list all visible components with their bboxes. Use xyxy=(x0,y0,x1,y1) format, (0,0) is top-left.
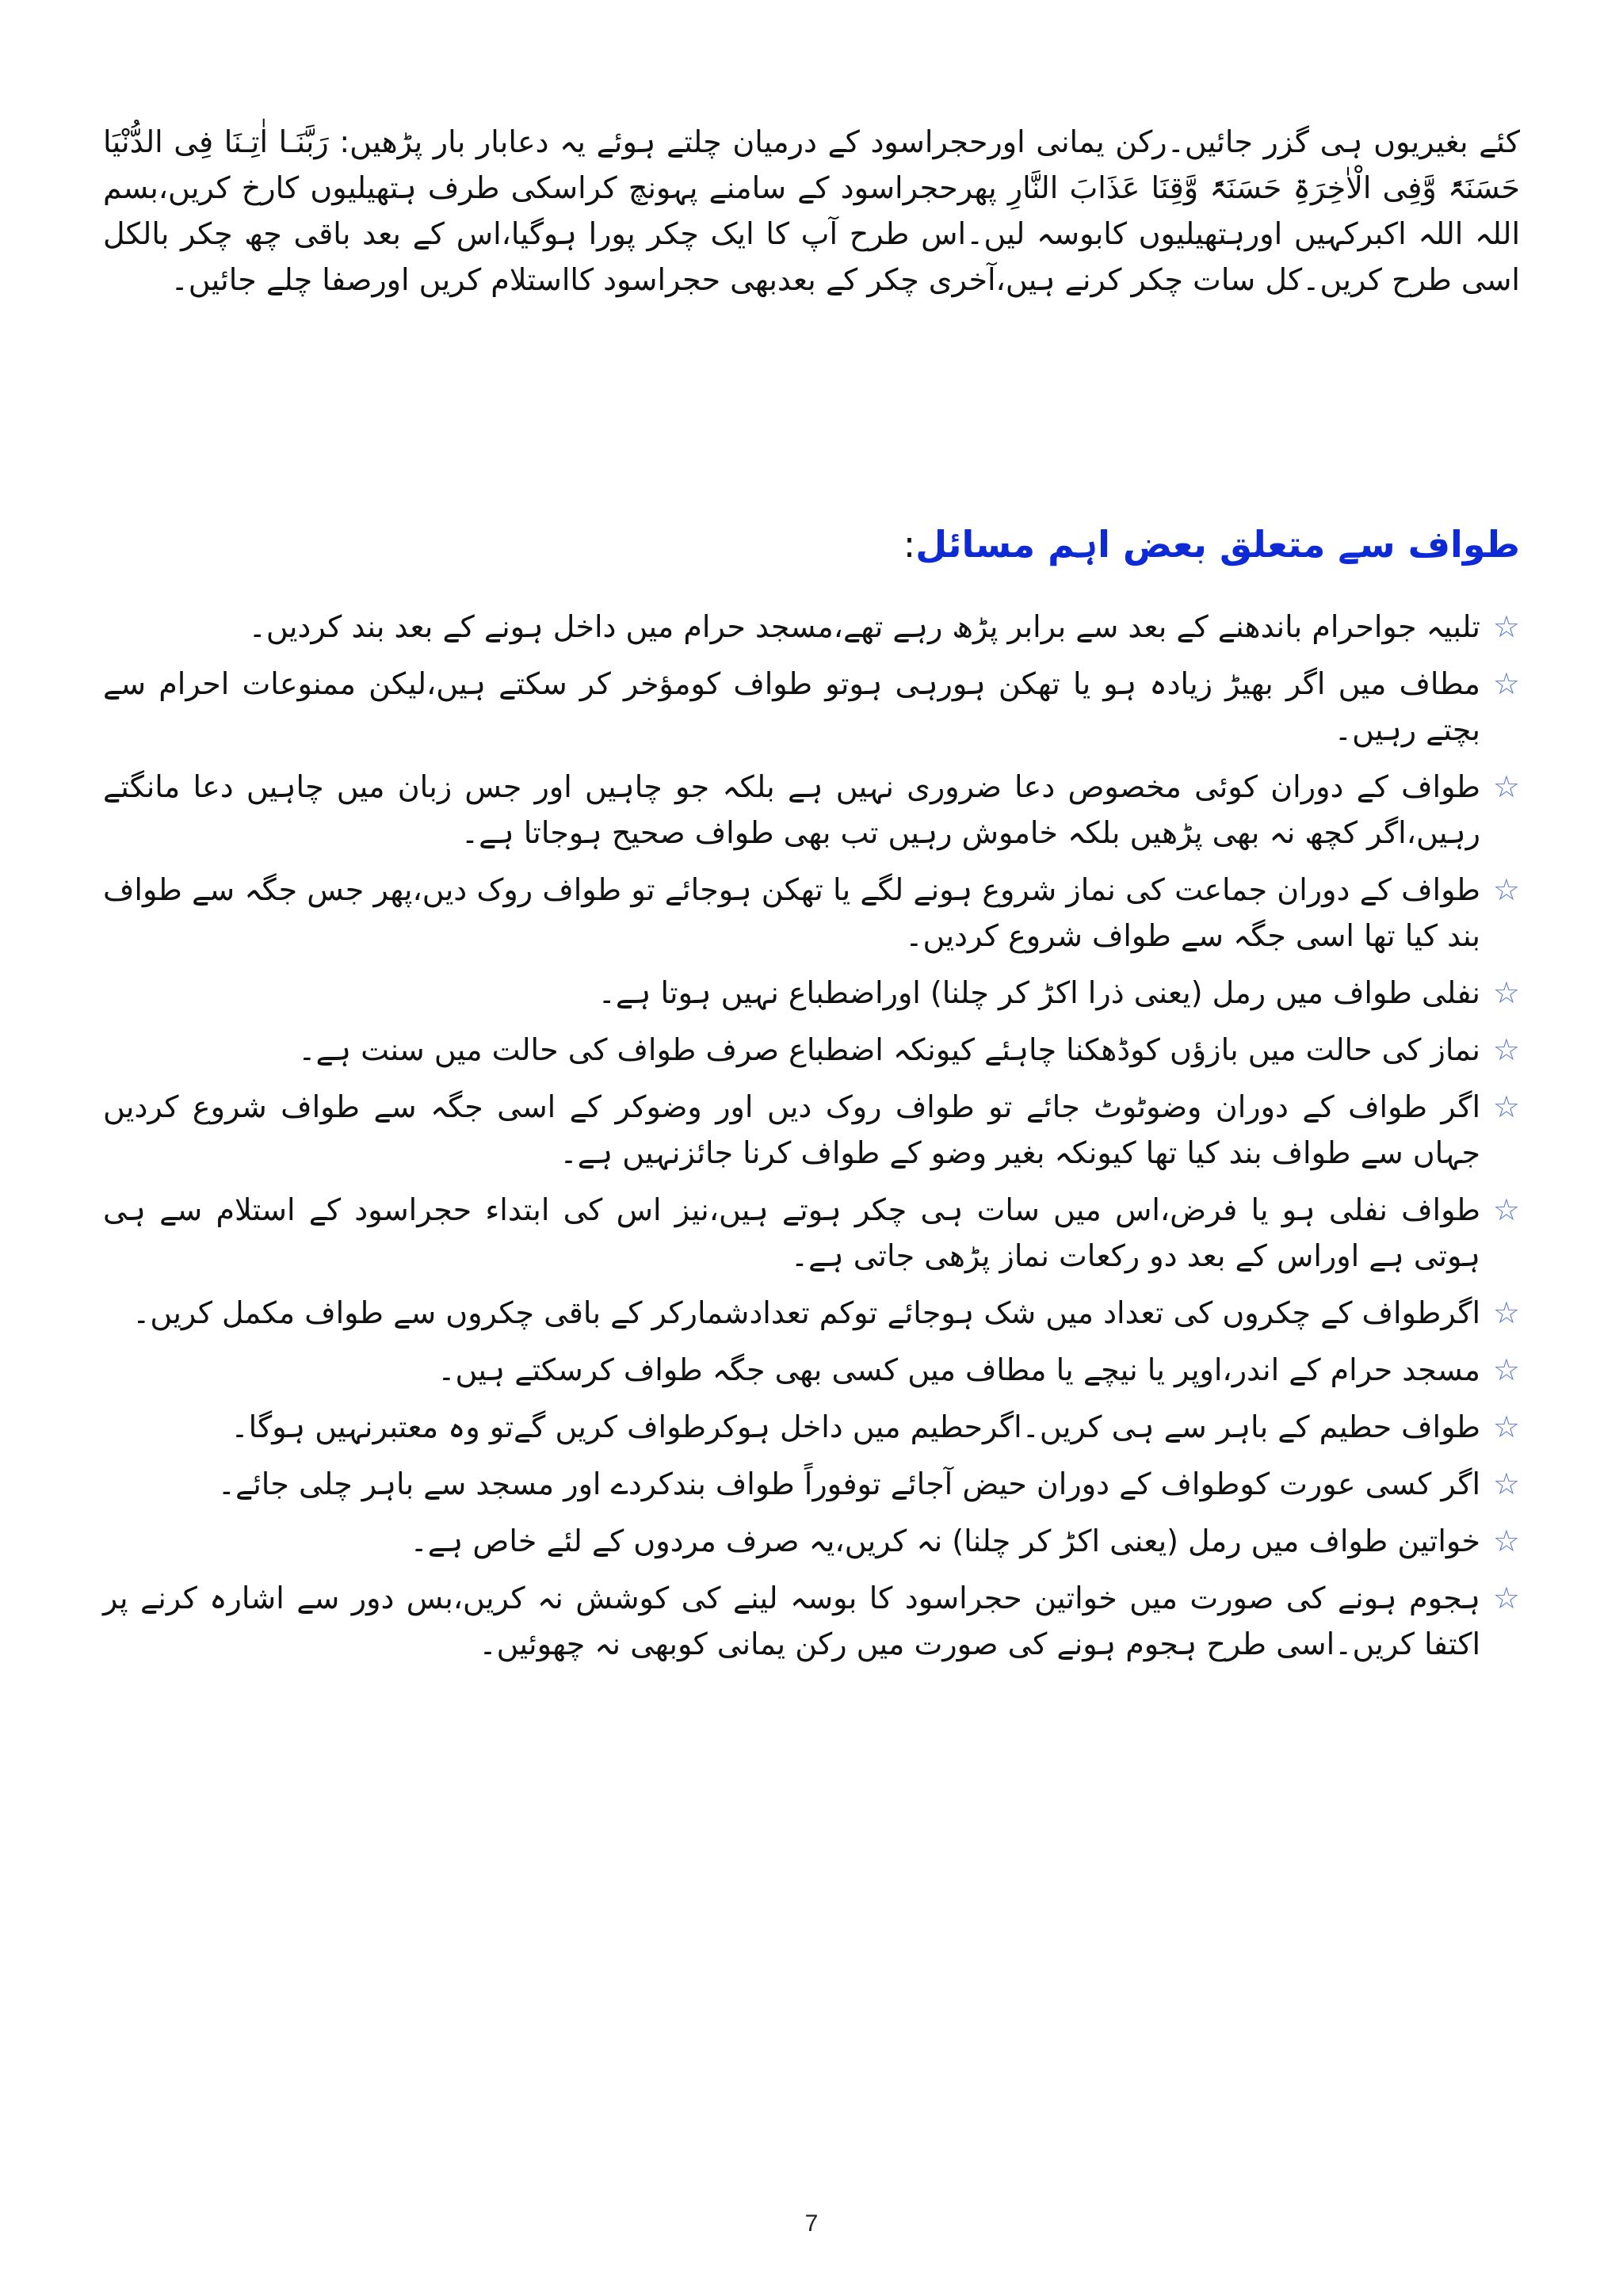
star-bullet-icon: ☆ xyxy=(1492,1524,1520,1558)
list-item xyxy=(103,867,1520,959)
list-item xyxy=(103,1575,1520,1667)
star-bullet-icon: ☆ xyxy=(1492,1089,1520,1124)
list-item xyxy=(103,1404,1520,1450)
list-item xyxy=(103,1084,1520,1176)
list-item xyxy=(103,1187,1520,1279)
list-item-text: مطاف میں اگر بھیڑ زیادہ ہو یا تھکن ہورہی ہوتو طواف کومؤخر کر سکتے ہیں،لیکن ممنوعات احرام سے بچتے رہیں۔ xyxy=(103,666,1480,747)
list-item xyxy=(103,1461,1520,1507)
star-bullet-icon: ☆ xyxy=(1492,975,1520,1010)
star-bullet-icon: ☆ xyxy=(1492,666,1520,701)
list-item-text: خواتین طواف میں رمل (یعنی اکڑ کر چلنا) نہ کریں،یہ صرف مردوں کے لئے خاص ہے۔ xyxy=(410,1524,1480,1558)
list-item xyxy=(103,604,1520,650)
list-item xyxy=(103,1027,1520,1073)
list-item xyxy=(103,1290,1520,1336)
list-item xyxy=(103,1347,1520,1393)
star-bullet-icon: ☆ xyxy=(1492,1466,1520,1501)
list-item-text: طواف نفلی ہو یا فرض،اس میں سات ہی چکر ہوتے ہیں،نیز اس کی ابتداء حجراسود کے استلام سے ہی ہوتی ہے اوراس کے بعد دو رکعات نماز پڑھی جاتی ہے۔ xyxy=(103,1192,1480,1273)
list-item xyxy=(103,764,1520,856)
star-bullet-icon: ☆ xyxy=(1492,1581,1520,1615)
star-bullet-icon: ☆ xyxy=(1492,1352,1520,1387)
intro-section xyxy=(103,119,1520,303)
list-item xyxy=(103,1518,1520,1564)
star-bullet-icon: ☆ xyxy=(1492,1409,1520,1444)
list-item-text: تلبیہ جواحرام باندھنے کے بعد سے برابر پڑھ رہے تھے،مسجد حرام میں داخل ہونے کے بعد بند کردیں۔ xyxy=(248,609,1480,644)
list-item-text: اگرطواف کے چکروں کی تعداد میں شک ہوجائے توکم تعدادشمارکر کے باقی چکروں سے طواف مکمل کریں۔ xyxy=(132,1295,1480,1330)
list-item-text: طواف کے دوران کوئی مخصوص دعا ضروری نہیں ہے بلکہ جو چاہیں اور جس زبان میں چاہیں دعا مانگتے رہیں،اگر کچھ نہ بھی پڑھیں بلکہ خاموش رہیں تب بھی طواف صحیح ہوجاتا ہے۔ xyxy=(103,769,1480,850)
list-item xyxy=(103,970,1520,1016)
list-item-text: طواف کے دوران جماعت کی نماز شروع ہونے لگے یا تھکن ہوجائے تو طواف روک دیں،پھر جس جگہ سے طواف بند کیا تھا اسی جگہ سے طواف شروع کردیں۔ xyxy=(103,872,1480,953)
star-bullet-icon: ☆ xyxy=(1492,1192,1520,1227)
list-item-text: نماز کی حالت میں بازؤں کوڈھکنا چاہئے کیونکہ اضطباع صرف طواف کی حالت میں سنت ہے۔ xyxy=(298,1032,1480,1067)
intro-paragraph: کئے بغیریوں ہی گزر جائیں۔رکن یمانی اورحجراسود کے درمیان چلتے ہوئے یہ دعابار بار پڑھیں: رَبَّنَـا اٰتِـنَا فِی الدُّنْیَا حَسَنَۃً وَّفِی الْاٰخِرَۃِ حَسَنَۃً وَّقِنَا عَذَابَ النَّارِ پھرحجراسود کے سامنے پہونچ کراسکی طرف ہتھیلیوں کارخ کریں،بسم اللہ اللہ اکبرکہیں اورہتھیلیوں کابوسہ لیں۔اس طرح آپ کا ایک چکر پورا ہوگیا،اس کے بعد باقی چھ چکر بالکل اسی طرح کریں۔کل سات چکر کرنے ہیں،آخری چکر کے بعدبھی حجراسود کااستلام کریں اورصفا چلے جائیں۔ xyxy=(103,124,1520,297)
star-bullet-icon: ☆ xyxy=(1492,872,1520,907)
section-heading-colon: : xyxy=(903,523,916,566)
list-item-text: نفلی طواف میں رمل (یعنی ذرا اکڑ کر چلنا) اوراضطباع نہیں ہوتا ہے۔ xyxy=(598,975,1480,1010)
star-bullet-icon: ☆ xyxy=(1492,609,1520,644)
list-item-text: طواف حطیم کے باہر سے ہی کریں۔اگرحطیم میں داخل ہوکرطواف کریں گےتو وہ معتبرنہیں ہوگا۔ xyxy=(231,1409,1480,1444)
list-item-text: ہجوم ہونے کی صورت میں خواتین حجراسود کا بوسہ لینے کی کوشش نہ کریں،بس دور سے اشارہ کرنے پر اکتفا کریں۔اسی طرح ہجوم ہونے کی صورت میں رکن یمانی کوبھی نہ چھوئیں۔ xyxy=(103,1581,1480,1661)
star-bullet-icon: ☆ xyxy=(1492,1295,1520,1330)
list-item-text: اگر کسی عورت کوطواف کے دوران حیض آجائے توفوراً طواف بندکردے اور مسجد سے باہر چلی جائے۔ xyxy=(217,1466,1480,1501)
list-item-text: مسجد حرام کے اندر،اوپر یا نیچے یا مطاف میں کسی بھی جگہ طواف کرسکتے ہیں۔ xyxy=(437,1352,1480,1387)
list-item-text: اگر طواف کے دوران وضوٹوٹ جائے تو طواف روک دیں اور وضوکر کے اسی جگہ سے طواف شروع کردیں جہاں سے طواف بند کیا تھا کیونکہ بغیر وضو کے طواف کرنا جائزنہیں ہے۔ xyxy=(103,1089,1480,1170)
bullet-list xyxy=(103,604,1520,1667)
section-heading xyxy=(903,523,1520,566)
star-bullet-icon: ☆ xyxy=(1492,1032,1520,1067)
star-bullet-icon: ☆ xyxy=(1492,769,1520,804)
list-item xyxy=(103,661,1520,753)
section-heading-text: طواف سے متعلق بعض اہم مسائل xyxy=(915,523,1520,566)
page-number: 7 xyxy=(804,2210,819,2237)
